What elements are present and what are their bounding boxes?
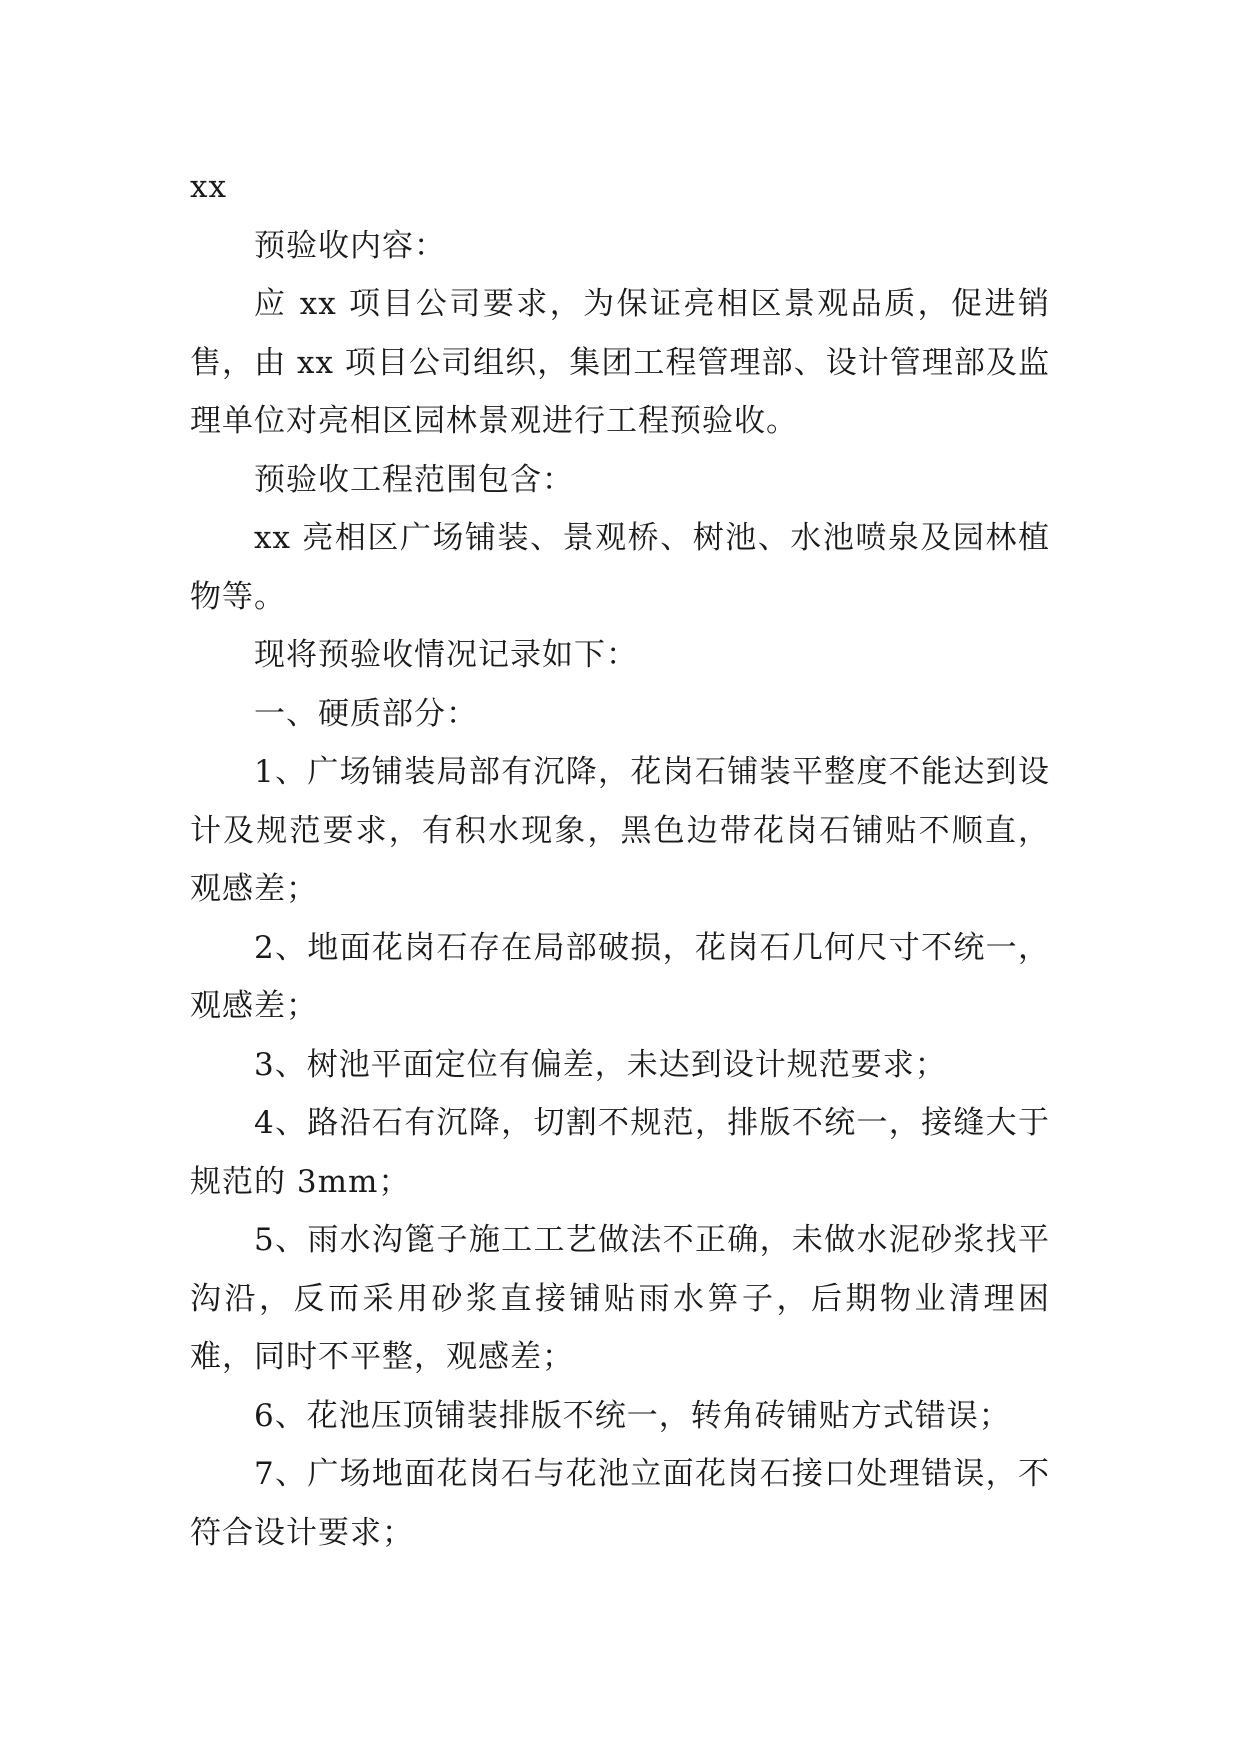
section-heading-scope: 预验收工程范围包含： bbox=[254, 461, 574, 498]
section-heading-hard: 一、硬质部分： bbox=[254, 695, 478, 732]
list-item-6: 6、花池压顶铺装排版不统一，转角砖铺贴方式错误； bbox=[254, 1397, 1011, 1434]
list-item-4: 4、路沿石有沉降，切割不规范，排版不统一，接缝大于规范的 3mm； bbox=[190, 1105, 1050, 1200]
paragraph-scope: xx 亮相区广场铺装、景观桥、树池、水池喷泉及园林植物等。 bbox=[190, 520, 1050, 615]
document-body bbox=[190, 158, 1050, 1562]
list-item-2: 2、地面花岗石存在局部破损，花岗石几何尺寸不统一，观感差； bbox=[190, 929, 1050, 1024]
section-heading-content: 预验收内容： bbox=[254, 227, 446, 264]
paragraph-intro: 应 xx 项目公司要求，为保证亮相区景观品质，促进销售，由 xx 项目公司组织，集团工程管理部、设计管理部及监理单位对亮相区园林景观进行工程预验收。 bbox=[190, 286, 1050, 439]
paragraph-record-intro: 现将预验收情况记录如下： bbox=[254, 637, 638, 673]
list-item-1: 1、广场铺装局部有沉降，花岗石铺装平整度不能达到设计及规范要求，有积水现象，黑色边带花岗石铺贴不顺直，观感差； bbox=[190, 754, 1050, 907]
list-item-3: 3、树池平面定位有偏差，未达到设计规范要求； bbox=[254, 1046, 947, 1083]
header-line: xx bbox=[190, 169, 227, 205]
list-item-5: 5、雨水沟篦子施工工艺做法不正确，未做水泥砂浆找平沟沿，反而采用砂浆直接铺贴雨水箅子，后期物业清理困难，同时不平整，观感差； bbox=[190, 1222, 1050, 1375]
list-item-7: 7、广场地面花岗石与花池立面花岗石接口处理错误，不符合设计要求； bbox=[190, 1456, 1050, 1551]
